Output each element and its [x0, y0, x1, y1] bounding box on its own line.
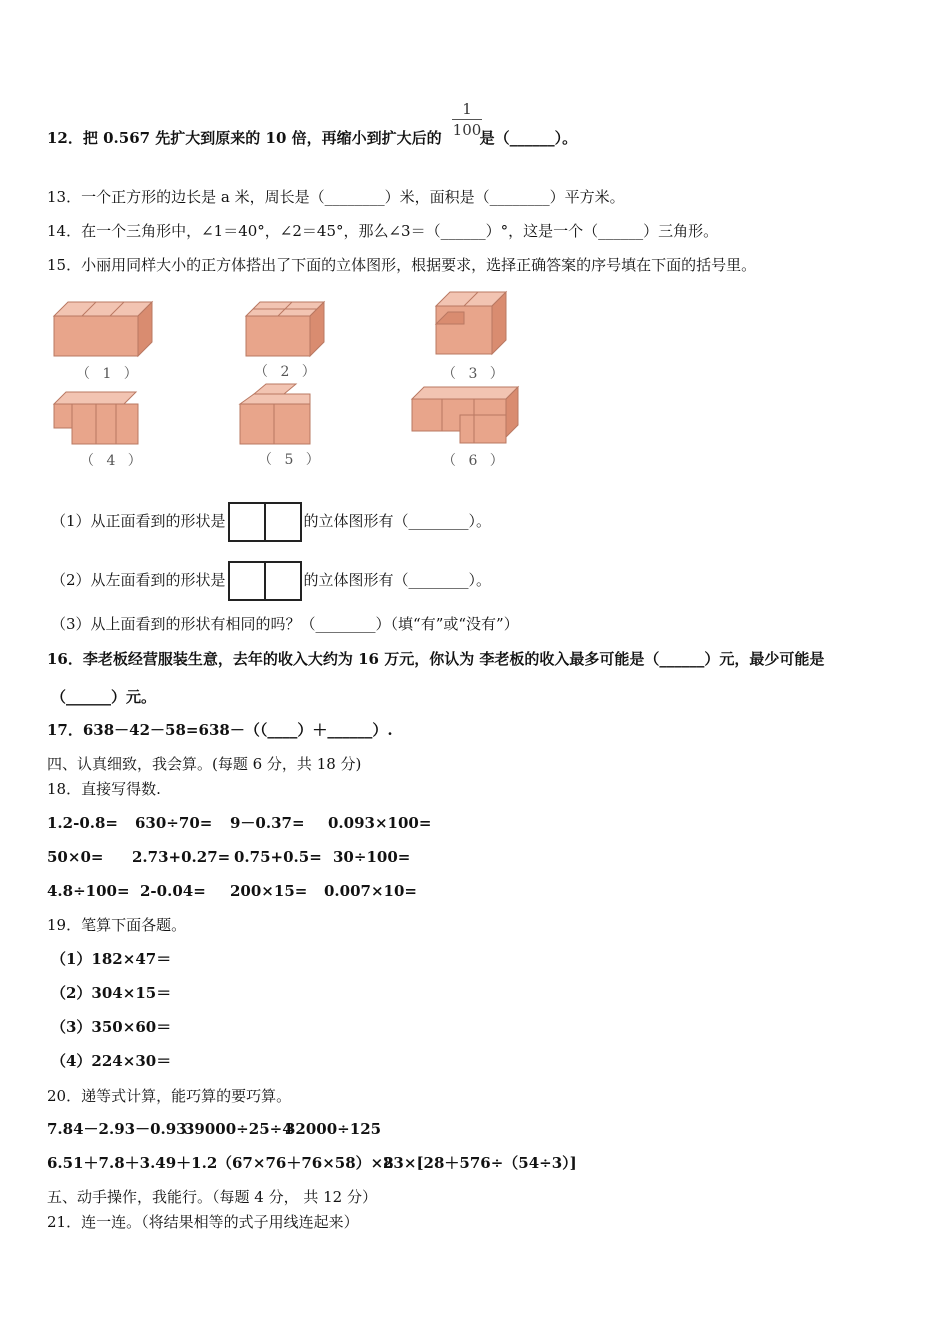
- question-14: 14．在一个三角形中，∠1＝40°，∠2＝45°，那么∠3＝（______）°，这是一个（______）三角形。: [47, 222, 719, 240]
- question-16-line2: （______）元。: [51, 688, 157, 706]
- figure-4-cubes: [48, 390, 148, 446]
- q19-item-4: （4）224×30＝: [51, 1052, 172, 1070]
- q18-item: 0.093×100=: [328, 814, 432, 832]
- front-view-shape: [228, 502, 302, 542]
- question-17: 17．638－42－58=638－（（____）＋______）.: [47, 721, 393, 739]
- q18-item: 50×0=: [47, 848, 104, 866]
- figure-1-cubes: [48, 298, 158, 358]
- q20-item: 23×[28＋576÷（54÷3）]: [383, 1154, 577, 1172]
- q19-item-3: （3）350×60＝: [51, 1018, 172, 1036]
- q15-1-after: 的立体图形有（________）。: [303, 512, 492, 530]
- figure-3-cubes: [432, 290, 512, 358]
- figure-1-caption: （ 1 ）: [76, 366, 142, 382]
- question-13: 13．一个正方形的边长是 a 米，周长是（________）米，面积是（________）平方米。: [47, 188, 625, 206]
- q19-item-1: （1）182×47＝: [51, 950, 172, 968]
- q18-item: 4.8÷100=: [47, 882, 130, 900]
- q18-item: 2.73+0.27=: [132, 848, 231, 866]
- question-15-2: [51, 561, 491, 601]
- q20-item: 6.51＋7.8＋3.49＋1.2: [47, 1154, 218, 1172]
- q12-text: 12．把 0.567 先扩大到原来的 10 倍，再缩小到扩大后的: [47, 129, 442, 147]
- question-16-line1: 16．李老板经营服装生意，去年的收入大约为 16 万元，你认为 李老板的收入最多可能是（______）元，最少可能是: [47, 650, 825, 668]
- question-15-1: [51, 502, 491, 542]
- q18-item: 30÷100=: [333, 848, 411, 866]
- section-5-heading: 五、动手操作，我能行。（每题 4 分， 共 12 分）: [47, 1188, 377, 1206]
- left-view-shape: [228, 561, 302, 601]
- figure-3-caption: （ 3 ）: [442, 366, 508, 382]
- q12-text-after: 是（______）。: [479, 129, 578, 147]
- question-21: 21．连一连。（将结果相等的式子用线连起来）: [47, 1213, 359, 1231]
- q15-1-before: （1）从正面看到的形状是: [51, 512, 226, 530]
- q18-item: 200×15=: [230, 882, 308, 900]
- figure-5-caption: （ 5 ）: [258, 452, 324, 468]
- question-15-3: （3）从上面看到的形状有相同的吗？（________）（填“有”或“没有”）: [51, 615, 519, 633]
- question-20: 20．递等式计算，能巧算的要巧算。: [47, 1087, 292, 1105]
- figure-2-caption: （ 2 ）: [254, 364, 320, 380]
- q18-item: 0.007×10=: [324, 882, 417, 900]
- figure-6-caption: （ 6 ）: [442, 453, 508, 469]
- figure-4-caption: （ 4 ）: [80, 453, 146, 469]
- fraction-numerator: 1: [462, 100, 472, 118]
- q18-item: 0.75+0.5=: [234, 848, 322, 866]
- fraction-1-100: [452, 100, 482, 139]
- question-15: 15．小丽用同样大小的正方体搭出了下面的立体图形，根据要求，选择正确答案的序号填在下面的括号里。: [47, 256, 757, 274]
- q20-item: 39000÷25÷4: [184, 1120, 293, 1138]
- fraction-bar: [452, 119, 482, 120]
- q18-item: 630÷70=: [135, 814, 213, 832]
- question-12: [47, 128, 577, 148]
- question-18: 18．直接写得数.: [47, 780, 161, 798]
- q15-2-before: （2）从左面看到的形状是: [51, 571, 226, 589]
- section-4-heading: 四、认真细致，我会算。(每题 6 分，共 18 分): [47, 755, 362, 773]
- question-19: 19．笔算下面各题。: [47, 916, 187, 934]
- q18-item: 1.2-0.8=: [47, 814, 118, 832]
- q18-item: 2-0.04=: [140, 882, 206, 900]
- figure-6-cubes: [408, 385, 522, 445]
- q20-item: 7.84－2.93－0.93: [47, 1120, 187, 1138]
- q19-item-2: （2）304×15＝: [51, 984, 172, 1002]
- figure-5-cubes: [236, 382, 316, 446]
- q20-item: （67×76＋76×58）×8: [217, 1154, 394, 1172]
- q15-2-after: 的立体图形有（________）。: [303, 571, 492, 589]
- q18-item: 9－0.37=: [230, 814, 305, 832]
- figure-2-cubes: [240, 298, 330, 358]
- fraction-denominator: 100: [452, 121, 482, 139]
- q20-item: 32000÷125: [285, 1120, 382, 1138]
